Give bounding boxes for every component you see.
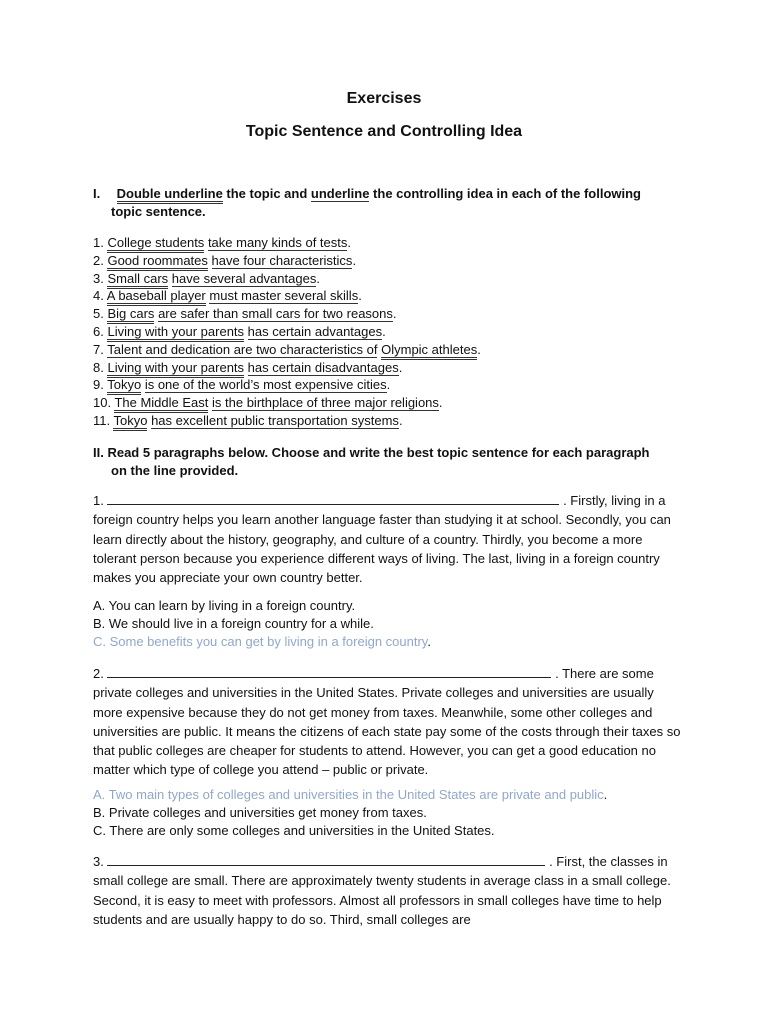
paragraph-lead: . There are some (551, 666, 654, 681)
list-item: 4. A baseball player must master several skills. (93, 287, 683, 305)
option-c-answer: C. Some benefits you can get by living in a foreign country (93, 634, 428, 649)
list-item: 2. Good roommates have four characteristics. (93, 252, 683, 270)
list-item: 10. The Middle East is the birthplace of three major religions. (93, 394, 683, 412)
topic: Living with your parents (107, 360, 244, 378)
controlling-idea: must master several skills (209, 288, 359, 304)
topic: Living with your parents (107, 324, 244, 342)
instruction-text-cont: topic sentence. (111, 204, 206, 219)
option-b[interactable]: B. Private colleges and universities get money from taxes. (93, 805, 427, 820)
option-a-answer: A. Two main types of colleges and universities in the United States are private and public (93, 787, 604, 802)
controlling-idea: is one of the world’s most expensive cities (144, 377, 387, 393)
paragraph-body: private colleges and universities in the United States. Private colleges and universities are usually more expensive because they do not get money from taxes. Meanwhile, some other colleges and universities are public. It means the citizens of each state pay some of the costs through their taxes so that public colleges are cheaper for students to attend. However, you can get a good education no matter which type of college you attend – public or private. (93, 685, 681, 778)
section-2-heading-cont: on the line provided. (111, 463, 239, 478)
page-title: Exercises (346, 90, 422, 107)
options-2 (93, 786, 683, 840)
topic: A baseball player (107, 288, 206, 306)
section-2-heading: II. Read 5 paragraphs below. Choose and write the best topic sentence for each paragraph (93, 445, 650, 460)
controlling-idea: take many kinds of tests (207, 235, 348, 250)
section-2-instructions (93, 444, 683, 480)
topic: College students (107, 235, 204, 253)
topic: Big cars (107, 306, 154, 324)
section-1-instructions (93, 185, 683, 221)
option-b[interactable]: B. We should live in a foreign country for a while. (93, 616, 374, 631)
paragraph-lead: . Firstly, living in (559, 493, 655, 508)
list-item: 9. Tokyo is one of the world’s most expensive cities. (93, 376, 683, 394)
topic: The Middle East (114, 395, 208, 413)
instruction-text: the topic and (222, 186, 311, 201)
paragraph-number: 1. (93, 493, 104, 508)
paragraph-number: 3. (93, 854, 104, 869)
topic: Tokyo (107, 377, 141, 395)
option-c[interactable]: C. There are only some colleges and universities in the United States. (93, 823, 495, 838)
controlling-idea: have several advantages (171, 270, 317, 286)
instruction-text: the controlling idea in each of the following (369, 186, 641, 201)
list-item: 8. Living with your parents has certain disadvantages. (93, 359, 683, 377)
instruction-underline: underline (310, 186, 370, 201)
answer-blank-1[interactable] (107, 492, 559, 505)
controlling-idea: have four characteristics (211, 252, 353, 268)
topic: Small cars (107, 271, 168, 289)
controlling-idea: Talent and dedication are two characteristics of (107, 341, 378, 357)
answer-blank-3[interactable] (107, 853, 545, 866)
options-1 (93, 597, 683, 651)
list-item: 7. Talent and dedication are two characteristics of Olympic athletes. (93, 341, 683, 359)
topic: Olympic athletes (381, 342, 477, 360)
controlling-idea: has excellent public transportation systems (151, 412, 399, 428)
option-a[interactable]: A. Two main types of colleges and universities in the United States are private and public. (93, 787, 608, 802)
paragraph-1 (93, 491, 683, 587)
controlling-idea: has certain advantages (247, 323, 383, 339)
instruction-double-underline: Double underline (117, 186, 223, 204)
paragraph-lead: . First, the classes (545, 854, 654, 869)
paragraph-3 (93, 852, 683, 929)
list-item: 11. Tokyo has excellent public transportation systems. (93, 412, 683, 430)
answer-blank-2[interactable] (107, 665, 551, 678)
paragraph-body: a foreign country helps you learn another language faster than studying it at school. Secondly, you can learn directly about the history, geography, and culture of a country. Thirdly, you become a more tolerant person because you experience different ways of living. The last, living in a foreign country makes you appreciate your own country better. (93, 493, 671, 586)
list-item: 3. Small cars have several advantages. (93, 270, 683, 288)
topic: Tokyo (113, 413, 147, 431)
option-c[interactable]: C. Some benefits you can get by living in a foreign country. (93, 634, 431, 649)
list-item: 5. Big cars are safer than small cars for two reasons. (93, 305, 683, 323)
paragraph-number: 2. (93, 666, 104, 681)
controlling-idea: has certain disadvantages (247, 359, 399, 375)
page-subtitle: Topic Sentence and Controlling Idea (245, 123, 523, 140)
option-a[interactable]: A. You can learn by living in a foreign country. (93, 598, 356, 613)
topic: Good roommates (107, 253, 207, 271)
list-item: 6. Living with your parents has certain advantages. (93, 323, 683, 341)
paragraph-body: in small college are small. There are approximately twenty students in average class in a small college. Second, it is easy to meet with professors. Almost all professors in small colleges have time to help students and are usually happy to do so. Third, small colleges are (93, 854, 671, 927)
list-item: 1. College students take many kinds of tests. (93, 234, 683, 252)
section-1-numeral: I. (93, 186, 101, 201)
controlling-idea: is the birthplace of three major religions (212, 395, 439, 411)
paragraph-2 (93, 664, 683, 780)
controlling-idea: are safer than small cars for two reasons (158, 306, 393, 322)
topic-sentence-list (93, 234, 683, 430)
